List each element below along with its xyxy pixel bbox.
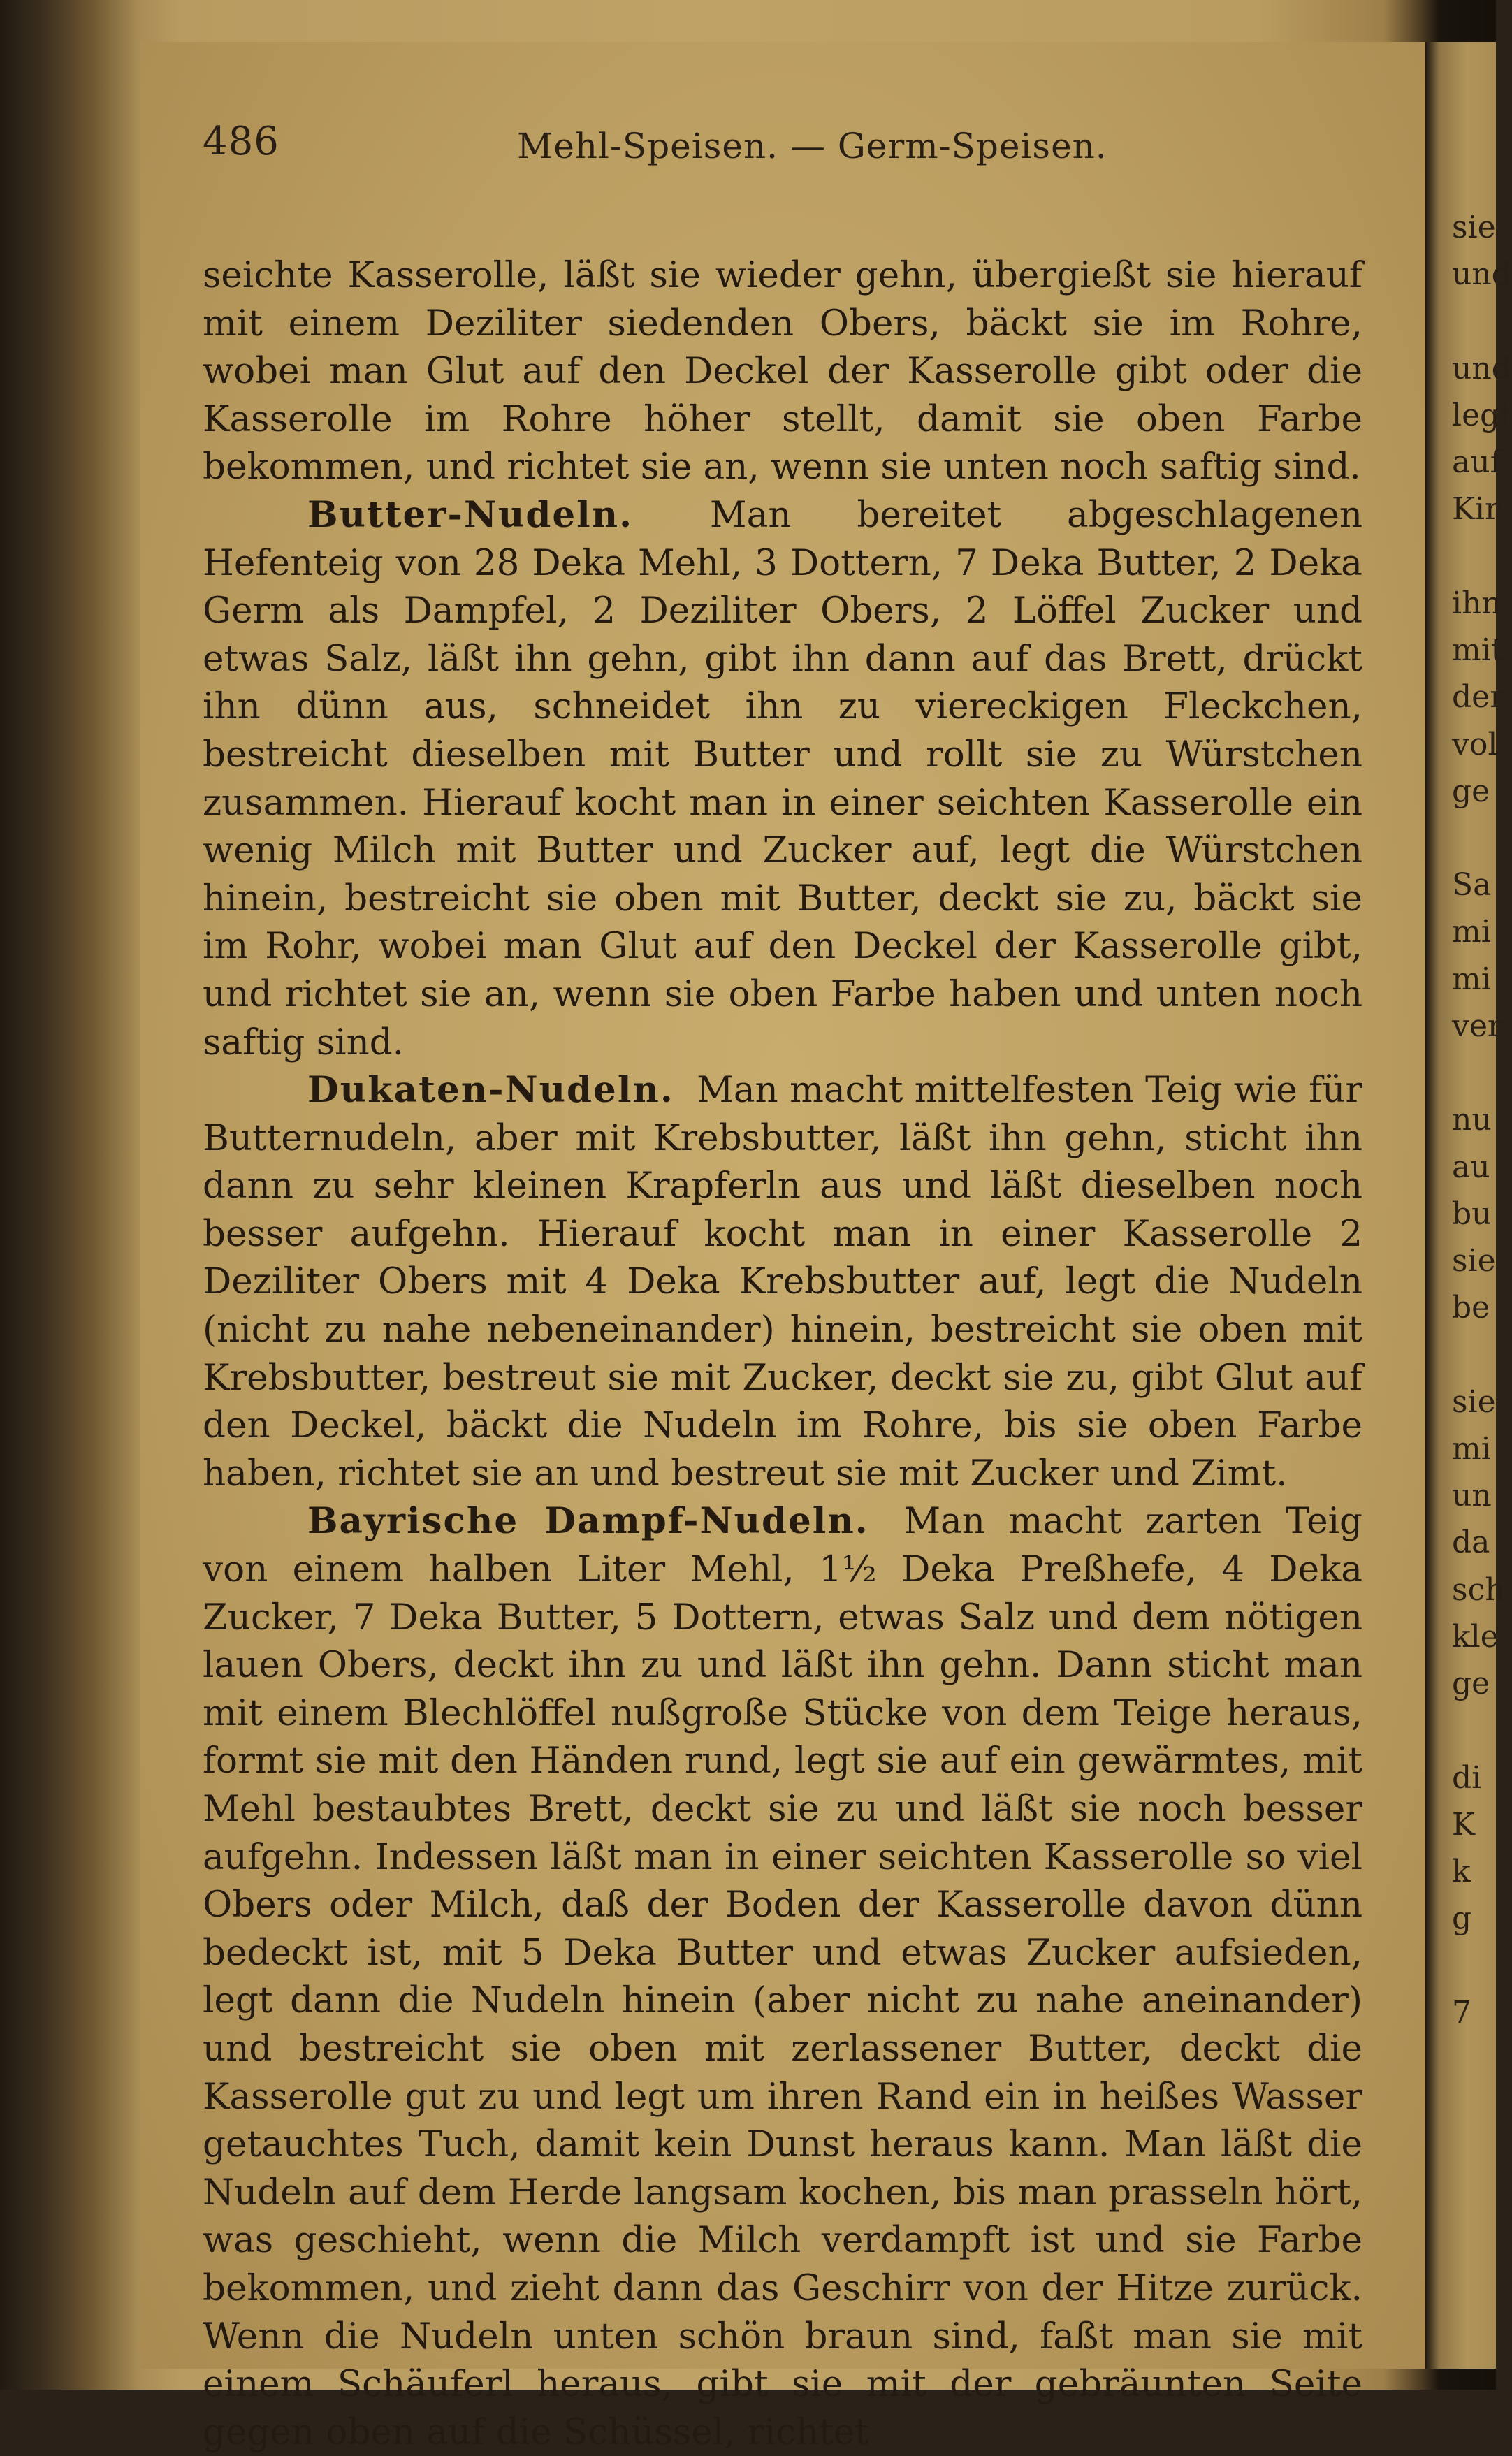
- page-header: [140, 119, 1397, 182]
- adjacent-page-fragment: ge: [1452, 773, 1490, 809]
- adjacent-page-fragment: ihn: [1452, 585, 1502, 621]
- book-page: [140, 42, 1425, 2453]
- adjacent-page-fragment: ver: [1452, 1008, 1502, 1044]
- adjacent-page-fragment: Sa: [1452, 867, 1492, 903]
- adjacent-page-edge: [1425, 42, 1512, 2369]
- paragraph-text: seichte Kasserolle, läßt sie wieder gehn, übergießt sie hierauf mit einem Deziliter siedenden Obers, bäckt sie im Rohre, wobei man Glut auf den Deckel der Kasserolle gibt oder die Kasserolle im Rohre höher stellt, damit sie oben Farbe bekommen, und richtet sie an, wenn sie unten noch saftig sind.: [203, 254, 1362, 488]
- adjacent-page-fragment: mi: [1452, 961, 1491, 997]
- recipe-heading: Dukaten-Nudeln.: [307, 1069, 674, 1112]
- adjacent-page-fragment: un: [1452, 1478, 1492, 1514]
- recipe-heading: Butter-Nudeln.: [307, 493, 634, 536]
- adjacent-page-fragment: bu: [1452, 1196, 1492, 1232]
- adjacent-page-fragment: mi: [1452, 1430, 1491, 1467]
- adjacent-page-fragment: und: [1452, 350, 1511, 386]
- body-text: [203, 252, 1362, 2456]
- recipe-butter-nudeln: [203, 491, 1362, 1066]
- adjacent-page-fragment: ge: [1452, 1666, 1490, 1702]
- adjacent-page-fragment: sie: [1452, 1243, 1496, 1279]
- recipe-bayrische-dampf-nudeln: [203, 1497, 1362, 2456]
- adjacent-page-fragment: sie: [1452, 1383, 1496, 1420]
- adjacent-page-fragment: legt: [1452, 397, 1512, 433]
- paragraph-continuation: [203, 252, 1362, 491]
- page-number: 486: [203, 119, 279, 164]
- adjacent-page-fragment: g: [1452, 1901, 1472, 1937]
- adjacent-page-fragment: au: [1452, 1149, 1490, 1185]
- adjacent-page-fragment: k: [1452, 1853, 1471, 1889]
- adjacent-page-fragment: mit: [1452, 632, 1504, 669]
- adjacent-page-fragment: nu: [1452, 1102, 1492, 1138]
- adjacent-page-fragment: auf: [1452, 444, 1502, 481]
- adjacent-page-fragment: vol: [1452, 726, 1498, 762]
- adjacent-page-fragment: und: [1452, 256, 1511, 293]
- adjacent-page-fragment: der: [1452, 679, 1505, 715]
- adjacent-page-fragment: sch: [1452, 1571, 1505, 1608]
- adjacent-page-fragment: di: [1452, 1759, 1482, 1796]
- recipe-heading: Bayrische Dampf-Nudeln.: [307, 1500, 869, 1543]
- adjacent-page-fragment: be: [1452, 1290, 1490, 1326]
- paragraph-text: Man bereitet abgeschlagenen Hefenteig von 28 Deka Mehl, 3 Dottern, 7 Deka Butter, 2 Deka Germ als Dampfel, 2 Deziliter Obers, 2 Löffel Zucker und etwas Salz, läßt ihn gehn, gibt ihn dann auf das Brett, drückt ihn dünn aus, schneidet ihn zu viereckigen Fleckchen, bestreicht dieselben mit Butter und rollt sie zu Würstchen zusammen. Hierauf kocht man in einer seichten Kasserolle ein wenig Milch mit Butter und Zucker auf, legt die Würstchen hinein, bestreicht sie oben mit Butter, deckt sie zu, bäckt sie im Rohr, wobei man Glut auf den Deckel der Kasserolle gibt, und richtet sie an, wenn sie oben Farbe haben und unten noch saftig sind.: [203, 493, 1363, 1063]
- adjacent-page-fragment: kle: [1452, 1618, 1499, 1655]
- adjacent-page-fragment: 7: [1452, 1994, 1471, 2030]
- adjacent-page-fragment: sie: [1452, 210, 1496, 245]
- recipe-dukaten-nudeln: [203, 1066, 1362, 1497]
- adjacent-page-fragment: Kir: [1452, 491, 1499, 528]
- adjacent-page-fragment: K: [1452, 1806, 1475, 1843]
- adjacent-page-fragment: mi: [1452, 914, 1491, 950]
- paragraph-text: Man macht zarten Teig von einem halben Liter Mehl, 1½ Deka Preßhefe, 4 Deka Zucker, 7 Deka Butter, 5 Dottern, etwas Salz und dem nötigen lauen Obers, deckt ihn zu und läßt ihn gehn. Dann sticht man mit einem Blechlöffel nußgroße Stücke von dem Teige heraus, formt sie mit den Händen rund, legt sie auf ein gewärmtes, mit Mehl bestaubtes Brett, deckt sie zu und läßt sie noch besser aufgehn. Indessen läßt man in einer seichten Kasserolle so viel Obers oder Milch, daß der Boden der Kasserolle davon dünn bedeckt ist, mit 5 Deka Butter und etwas Zucker aufsieden, legt dann die Nudeln hinein (aber nicht zu nahe aneinander) und bestreicht sie oben mit zerlassener Butter, deckt die Kasserolle gut zu und legt um ihren Rand ein in heißes Wasser getauchtes Tuch, damit kein Dunst heraus kann. Man läßt die Nudeln auf dem Herde langsam kochen, bis man prasseln hört, was geschieht, wenn die Milch verdampft ist und sie Farbe bekommen, und zieht dann das Geschirr von der Hitze zurück. Wenn die Nudeln unten schön braun sind, faßt man sie mit einem Schäuferl heraus, gibt sie mit der gebräunten Seite gegen oben auf die Schüssel, richtet: [203, 1500, 1363, 2453]
- adjacent-page-fragment: da: [1452, 1525, 1490, 1561]
- running-head: Mehl-Speisen. — Germ-Speisen.: [517, 126, 1107, 166]
- paragraph-text: Man macht mittelfesten Teig wie für Butternudeln, aber mit Krebsbutter, läßt ihn gehn, sticht ihn dann zu sehr kleinen Krapferln aus und läßt dieselben noch besser aufgehn. Hierauf kocht man in einer Kasserolle 2 Deziliter Obers mit 4 Deka Krebsbutter auf, legt die Nudeln (nicht zu nahe nebeneinander) hinein, bestreicht sie oben mit Krebsbutter, bestreut sie mit Zucker, deckt sie zu, gibt Glut auf den Deckel, bäckt die Nudeln im Rohre, bis sie oben Farbe haben, richtet sie an und bestreut sie mit Zucker und Zimt.: [203, 1069, 1362, 1495]
